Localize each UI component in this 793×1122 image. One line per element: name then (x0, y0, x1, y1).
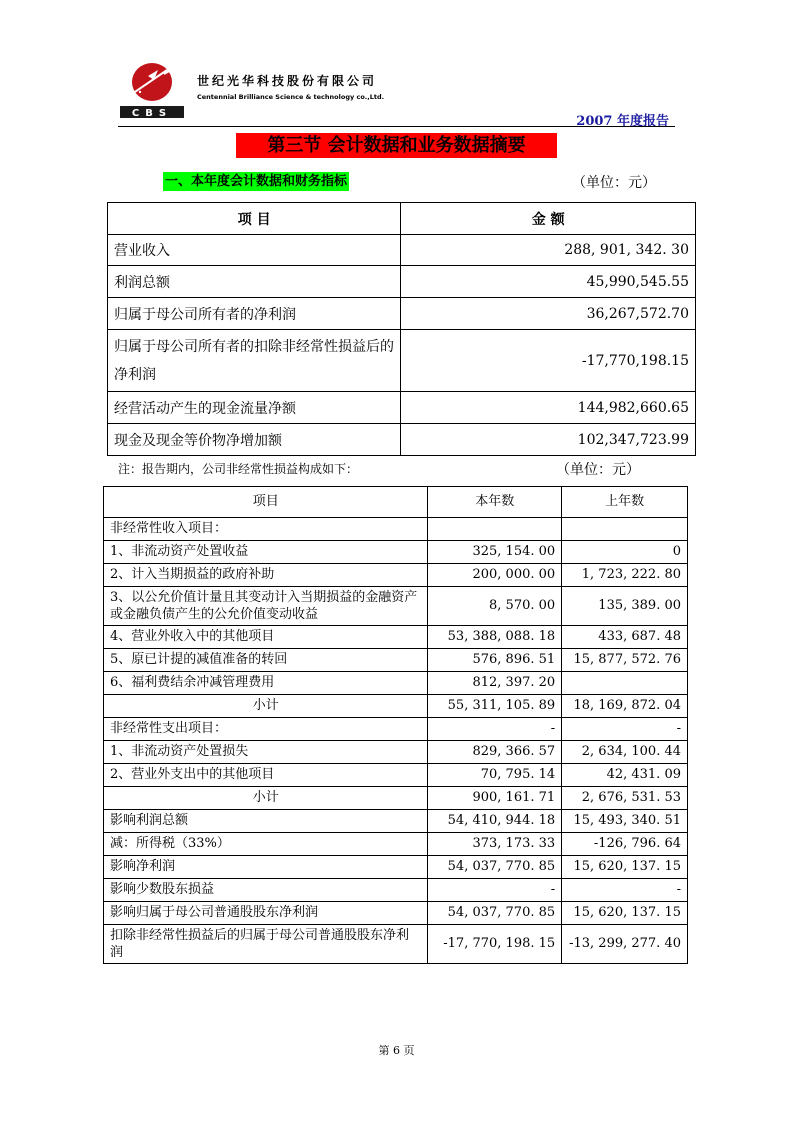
row-amount: 288, 901, 342. 30 (401, 235, 696, 266)
table-row (104, 672, 688, 695)
row-prior: 2, 634, 100. 44 (562, 741, 688, 764)
row-item: 非经常性收入项目： (104, 518, 428, 541)
table-row (104, 564, 688, 587)
table-row (108, 392, 696, 424)
row-current: 70, 795. 14 (428, 764, 562, 787)
table-row (104, 626, 688, 649)
row-prior: -126, 796. 64 (562, 833, 688, 856)
table-row (108, 298, 696, 330)
row-prior: - (562, 718, 688, 741)
header-current-year: 本年数 (428, 487, 562, 518)
row-current: - (428, 718, 562, 741)
subsection-title: 一、本年度会计数据和财务指标 (165, 174, 348, 189)
row-item: 影响归属于母公司普通股股东净利润 (104, 902, 428, 925)
table-row (104, 925, 688, 964)
table-row (104, 810, 688, 833)
row-item: 经营活动产生的现金流量净额 (108, 392, 401, 424)
company-name-en: Centennial Brilliance Science & technology co.,Ltd. (197, 93, 385, 101)
row-prior: 15, 620, 137. 15 (562, 902, 688, 925)
header-prior-year: 上年数 (562, 487, 688, 518)
row-prior: 135, 389. 00 (562, 587, 688, 626)
row-amount: 144,982,660.65 (401, 392, 696, 424)
row-current (428, 518, 562, 541)
subtotal-row (104, 787, 688, 810)
row-prior: 1, 723, 222. 80 (562, 564, 688, 587)
row-item: 3、以公允价值计量且其变动计入当期损益的金融资产或金融负债产生的公允价值变动收益 (104, 587, 428, 626)
row-item: 小计 (104, 787, 428, 810)
row-prior: 15, 877, 572. 76 (562, 649, 688, 672)
row-item: 非经常性支出项目： (104, 718, 428, 741)
row-item: 小计 (104, 695, 428, 718)
note-text: 注：报告期内，公司非经常性损益构成如下： (118, 462, 359, 476)
accounting-data-table (107, 202, 696, 456)
row-item: 影响净利润 (104, 856, 428, 879)
table-row (104, 518, 688, 541)
row-item: 2、计入当期损益的政府补助 (104, 564, 428, 587)
table-row (104, 902, 688, 925)
report-label: 2007 年度报告 (576, 114, 669, 129)
row-prior: -13, 299, 277. 40 (562, 925, 688, 964)
table-row (104, 541, 688, 564)
row-item: 归属于母公司所有者的扣除非经常性损益后的净利润 (108, 330, 401, 392)
row-current: 54, 410, 944. 18 (428, 810, 562, 833)
table-row (104, 856, 688, 879)
row-item: 6、福利费结余冲减管理费用 (104, 672, 428, 695)
table-row (104, 833, 688, 856)
table-row (108, 330, 696, 392)
table-row (108, 266, 696, 298)
subtotal-row (104, 695, 688, 718)
row-item: 现金及现金等价物净增加额 (108, 424, 401, 456)
page-number: 第 6 页 (378, 1044, 415, 1057)
row-prior: 0 (562, 541, 688, 564)
unit-label-2: （单位：元） (556, 462, 640, 478)
row-current: 54, 037, 770. 85 (428, 902, 562, 925)
table-row (104, 587, 688, 626)
row-current: 900, 161. 71 (428, 787, 562, 810)
unit-label-1: （单位：元） (572, 175, 656, 191)
row-prior (562, 672, 688, 695)
row-item: 扣除非经常性损益后的归属于母公司普通股股东净利润 (104, 925, 428, 964)
header-item: 项目 (104, 487, 428, 518)
row-current: - (428, 879, 562, 902)
row-item: 营业收入 (108, 235, 401, 266)
row-amount: 45,990,545.55 (401, 266, 696, 298)
section-title: 第三节 会计数据和业务数据摘要 (236, 133, 557, 158)
row-current: 53, 388, 088. 18 (428, 626, 562, 649)
row-current: 55, 311, 105. 89 (428, 695, 562, 718)
row-current: 8, 570. 00 (428, 587, 562, 626)
logo-text: CBS (131, 108, 173, 119)
header-divider (118, 126, 675, 127)
header-item: 项 目 (108, 203, 401, 235)
table-row (104, 879, 688, 902)
row-current: 829, 366. 57 (428, 741, 562, 764)
row-prior: 433, 687. 48 (562, 626, 688, 649)
row-current: 325, 154. 00 (428, 541, 562, 564)
row-item: 4、营业外收入中的其他项目 (104, 626, 428, 649)
table-row (104, 649, 688, 672)
row-amount: 36,267,572.70 (401, 298, 696, 330)
row-item: 影响利润总额 (104, 810, 428, 833)
row-prior: 18, 169, 872. 04 (562, 695, 688, 718)
table-row (104, 718, 688, 741)
row-prior: 2, 676, 531. 53 (562, 787, 688, 810)
row-item: 1、非流动资产处置损失 (104, 741, 428, 764)
row-prior (562, 518, 688, 541)
table-row (108, 424, 696, 456)
row-prior: 42, 431. 09 (562, 764, 688, 787)
row-current: 200, 000. 00 (428, 564, 562, 587)
row-item: 归属于母公司所有者的净利润 (108, 298, 401, 330)
row-current: 812, 397. 20 (428, 672, 562, 695)
row-item: 利润总额 (108, 266, 401, 298)
header-amount: 金 额 (401, 203, 696, 235)
non-recurring-items-table (103, 486, 688, 964)
table-header-row (108, 203, 696, 235)
row-item: 1、非流动资产处置收益 (104, 541, 428, 564)
company-name-cn: 世纪光华科技股份有限公司 (197, 74, 378, 88)
row-item: 5、原已计提的减值准备的转回 (104, 649, 428, 672)
row-current: 576, 896. 51 (428, 649, 562, 672)
row-prior: 15, 493, 340. 51 (562, 810, 688, 833)
table-row (104, 764, 688, 787)
company-logo (118, 58, 186, 124)
row-prior: - (562, 879, 688, 902)
row-current: -17, 770, 198. 15 (428, 925, 562, 964)
row-current: 373, 173. 33 (428, 833, 562, 856)
table-header-row (104, 487, 688, 518)
row-item: 影响少数股东损益 (104, 879, 428, 902)
row-amount: 102,347,723.99 (401, 424, 696, 456)
row-amount: -17,770,198.15 (401, 330, 696, 392)
table-row (108, 235, 696, 266)
row-current: 54, 037, 770. 85 (428, 856, 562, 879)
row-item: 减：所得税（33%） (104, 833, 428, 856)
table-row (104, 741, 688, 764)
row-prior: 15, 620, 137. 15 (562, 856, 688, 879)
row-item: 2、营业外支出中的其他项目 (104, 764, 428, 787)
